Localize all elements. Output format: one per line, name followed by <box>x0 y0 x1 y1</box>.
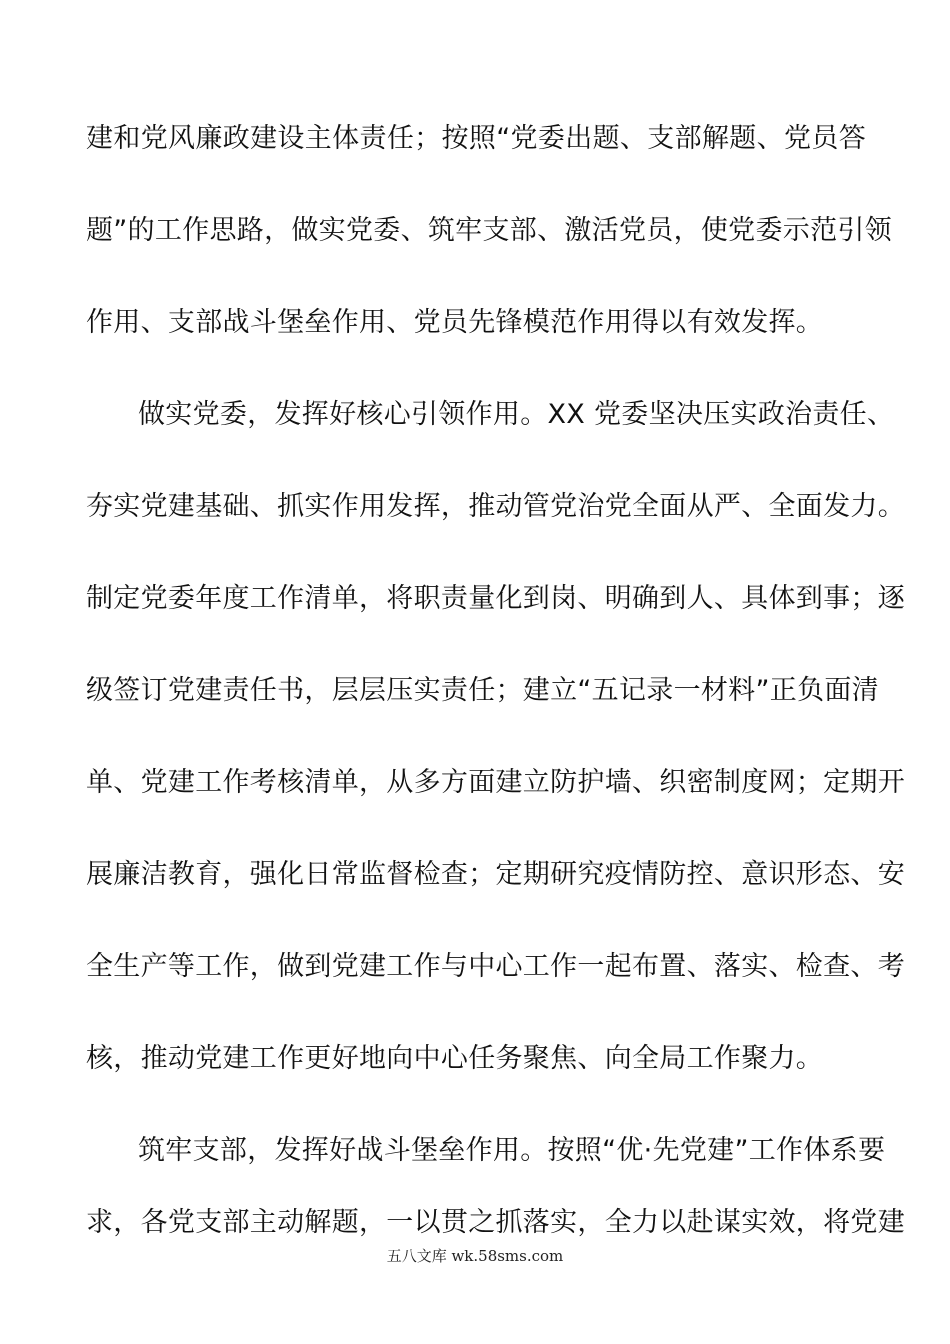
text-line-11: 核，推动党建工作更好地向中心任务聚焦、向全局工作聚力。 <box>86 1043 824 1074</box>
text-line-6: 制定党委年度工作清单，将职责量化到岗、明确到人、具体到事；逐 <box>86 583 905 614</box>
paragraph-heading-1: 做实党委，发挥好核心引领作用。XX 党委坚决压实政治责任、 <box>138 399 895 430</box>
text-line-13: 求，各党支部主动解题，一以贯之抓落实，全力以赴谋实效，将党建 <box>86 1207 905 1238</box>
text-line-9: 展廉洁教育，强化日常监督检查；定期研究疫情防控、意识形态、安 <box>86 859 905 890</box>
text-line-7: 级签订党建责任书，层层压实责任；建立“五记录一材料”正负面清 <box>86 675 879 706</box>
text-line-1: 建和党风廉政建设主体责任；按照“党委出题、支部解题、党员答 <box>86 123 866 154</box>
paragraph-heading-2: 筑牢支部，发挥好战斗堡垒作用。按照“优·先党建”工作体系要 <box>138 1135 886 1166</box>
footer-watermark: 五八文库 wk.58sms.com <box>386 1247 564 1265</box>
text-line-3: 作用、支部战斗堡垒作用、党员先锋模范作用得以有效发挥。 <box>86 307 824 338</box>
text-line-10: 全生产等工作，做到党建工作与中心工作一起布置、落实、检查、考 <box>86 951 905 982</box>
text-line-8: 单、党建工作考核清单，从多方面建立防护墙、织密制度网；定期开 <box>86 767 905 798</box>
text-line-2: 题”的工作思路，做实党委、筑牢支部、激活党员，使党委示范引领 <box>86 215 892 246</box>
text-line-5: 夯实党建基础、抓实作用发挥，推动管党治党全面从严、全面发力。 <box>86 491 905 522</box>
